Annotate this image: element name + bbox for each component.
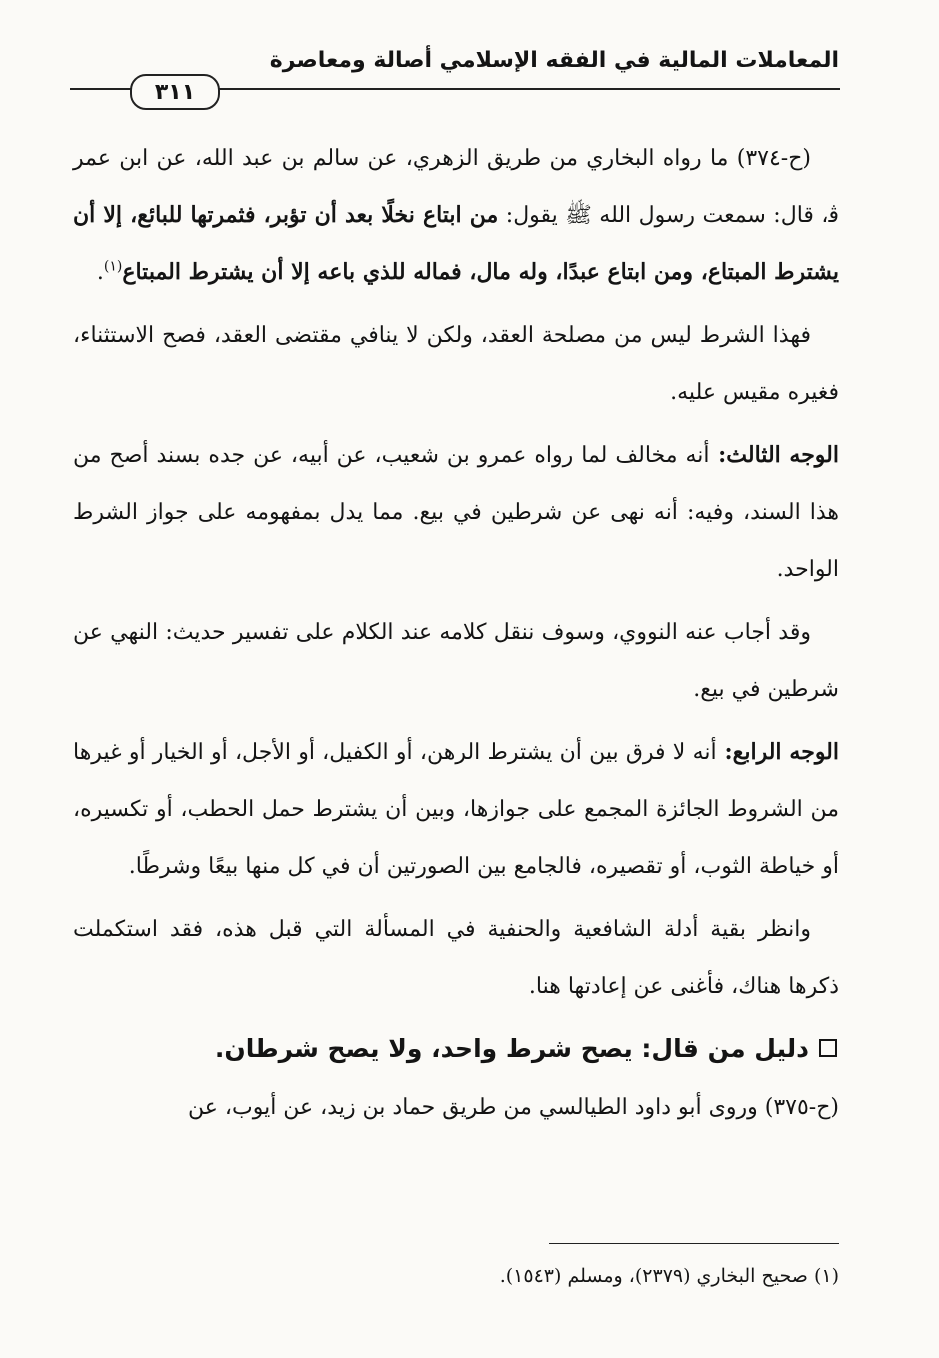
text-run: وانظر بقية أدلة الشافعية والحنفية في المسألة التي قبل هذه، فقد استكملت ذكرها هناك، فأغنى عن إعادتها هنا. [73,917,839,999]
bold-text-run: الوجه الرابع: [716,739,839,765]
section-heading-text: دليل من قال: يصح شرط واحد، ولا يصح شرطان. [214,1034,809,1063]
text-run: وقد أجاب عنه النووي، وسوف ننقل كلامه عند الكلام على تفسير حديث: النهي عن شرطين في بيع. [73,620,839,702]
paragraph-fourth-aspect [73,724,839,895]
footnote: (١) صحيح البخاري (٢٣٧٩)، ومسلم (١٥٤٣). [499,1265,839,1287]
footnote-reference: (١) [103,258,123,275]
text-run: (ح-٣٧٤) ما رواه البخاري من طريق الزهري، عن سالم بن عبد الله، عن ابن عمر ﭬ، قال: سمعت رسول الله ﷺ يقول: [73,146,839,228]
page-header-title: المعاملات المالية في الفقه الإسلامي أصالة ومعاصرة [269,48,839,73]
text-run: أنه مخالف لما رواه عمرو بن شعيب، عن أبيه، عن جده بسند أصح من هذا السند، وفيه: أنه نهى عن شرطين في بيع. مما يدل بمفهومه على جواز الشرط الواحد. [73,443,839,582]
paragraph-hadith-375: (ح-٣٧٥) وروى أبو داود الطيالسي من طريق حماد بن زيد، عن أيوب، عن [188,1095,839,1120]
text-run: فهذا الشرط ليس من مصلحة العقد، ولكن لا ينافي مقتضى العقد، فصح الاستثناء، فغيره مقيس عليه. [73,323,839,405]
checkbox-square-icon [819,1039,837,1057]
footnote-rule [549,1243,839,1244]
bold-text-run: من ابتاع نخلًا بعد أن تؤبر، فثمرتها للبائع، إلا أن يشترط المبتاع، ومن ابتاع عبدًا، وله مال، فماله للذي باعه إلا أن يشترط المبتاع [73,202,839,285]
paragraph-nawawi-answer [73,604,839,718]
main-text [73,130,839,1136]
paragraph-hadith-374 [73,130,839,301]
bold-text-run: الوجه الثالث: [709,442,839,468]
paragraph-third-aspect [73,427,839,598]
text-run: . [96,260,104,285]
section-heading [73,1019,839,1079]
paragraph-see-remaining [73,901,839,1015]
text-run: أنه لا فرق بين أن يشترط الرهن، أو الكفيل، أو الأجل، أو الخيار أو غيرها من الشروط الجائزة المجمع على جوازها، وبين أن يشترط حمل الحطب، أو تكسيره، أو خياطة الثوب، أو تقصيره، فالجامع بين الصورتين أن في كل منها بيعًا وشرطًا. [73,740,839,879]
page-number: ٣١١ [130,74,220,110]
paragraph-condition-analogy [73,307,839,421]
